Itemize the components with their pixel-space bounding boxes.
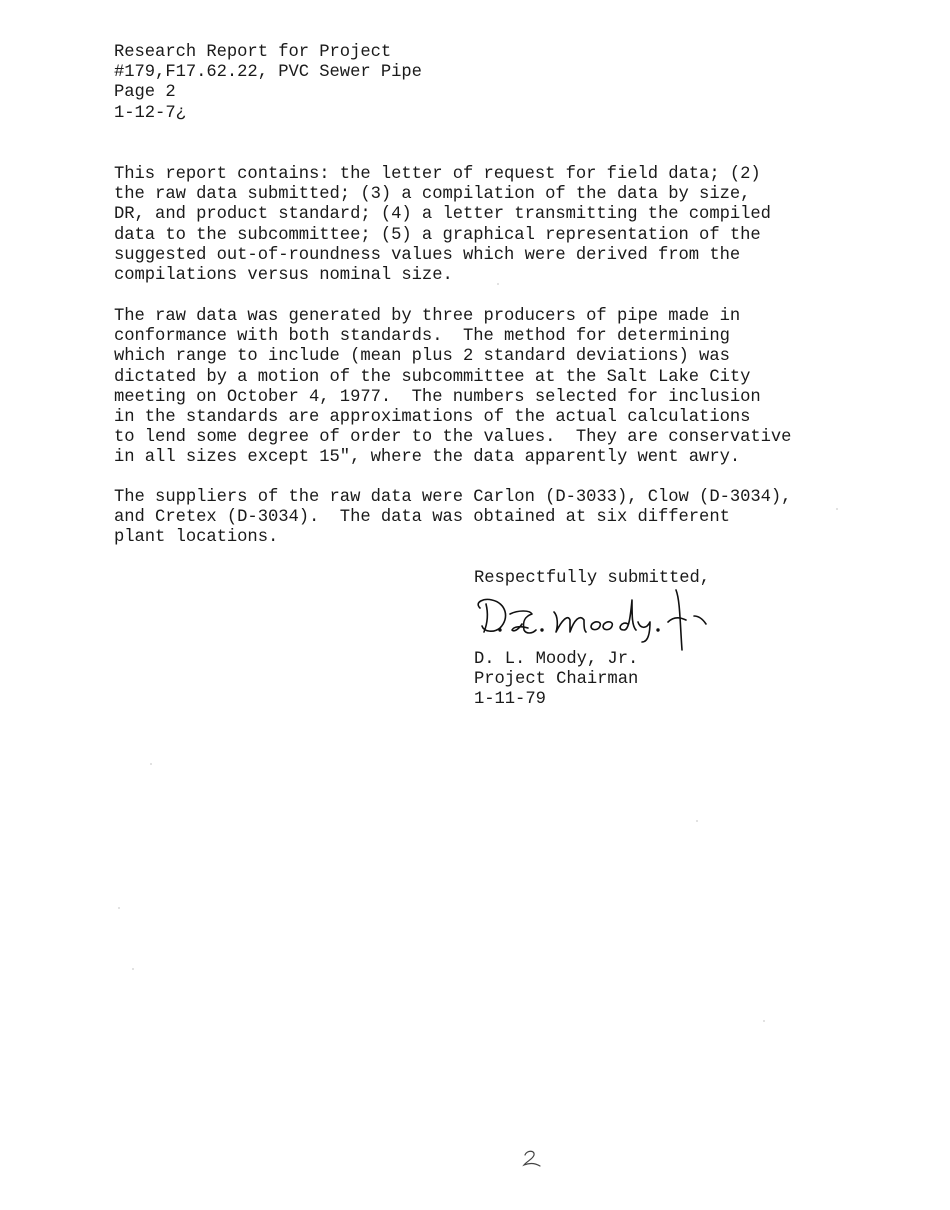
header-line-page: Page 2 [114,83,176,103]
paragraph-line: dictated by a motion of the subcommittee at the Salt Lake City [114,367,751,387]
scan-speck [132,968,134,970]
report-header [114,43,422,124]
paragraph-line: suggested out-of-roundness values which were derived from the [114,245,741,265]
paragraph-line: data to the subcommittee; (5) a graphical representation of the [114,225,761,245]
paragraph-line: and Cretex (D-3034). The data was obtained at six different [114,508,730,528]
header-line-project: #179,F17.62.22, PVC Sewer Pipe [114,63,422,83]
handwritten-signature [466,586,726,656]
paragraph-line: The suppliers of the raw data were Carlon (D-3033), Clow (D-3034), [114,488,792,507]
paragraph-line: which range to include (mean plus 2 standard deviations) was [114,347,730,367]
scan-speck [696,820,698,822]
paragraph-line: The raw data was generated by three producers of pipe made in [114,307,741,326]
paragraph-line: meeting on October 4, 1977. The numbers selected for inclusion [114,387,761,407]
signature-text: D. L. Moody, Jr. [466,586,476,587]
scan-speck [763,1020,765,1022]
header-line-date: 1-12-7¿ [114,103,186,123]
paragraph-raw-data [114,307,834,469]
signer-name: D. L. Moody, Jr. [474,650,639,669]
paragraph-line: the raw data submitted; (3) a compilation of the data by size, [114,185,751,205]
paragraph-contents [114,165,834,286]
paragraph-line: to lend some degree of order to the values. They are conservative [114,428,792,448]
scan-speck [118,907,120,909]
header-line-title: Research Report for Project [114,43,392,62]
paragraph-line: in all sizes except 15", where the data apparently went awry. [114,448,741,468]
paragraph-line: in the standards are approximations of the actual calculations [114,408,751,428]
signature-block [474,650,638,711]
paragraph-suppliers [114,488,834,549]
page-number-handwritten [521,1147,543,1169]
paragraph-line: plant locations. [114,528,279,548]
paragraph-line: compilations versus nominal size. [114,266,453,286]
scan-speck [150,763,152,765]
paragraph-line: This report contains: the letter of request for field data; (2) [114,165,761,184]
closing-salutation: Respectfully submitted, [474,569,711,588]
signer-date: 1-11-79 [474,690,546,710]
paragraph-line: DR, and product standard; (4) a letter transmitting the compiled [114,205,771,225]
scan-speck [836,508,838,510]
paragraph-line: conformance with both standards. The method for determining [114,327,730,347]
signer-title: Project Chairman [474,670,639,690]
scan-speck [497,283,499,285]
page-number-text: 2 [521,1147,522,1148]
